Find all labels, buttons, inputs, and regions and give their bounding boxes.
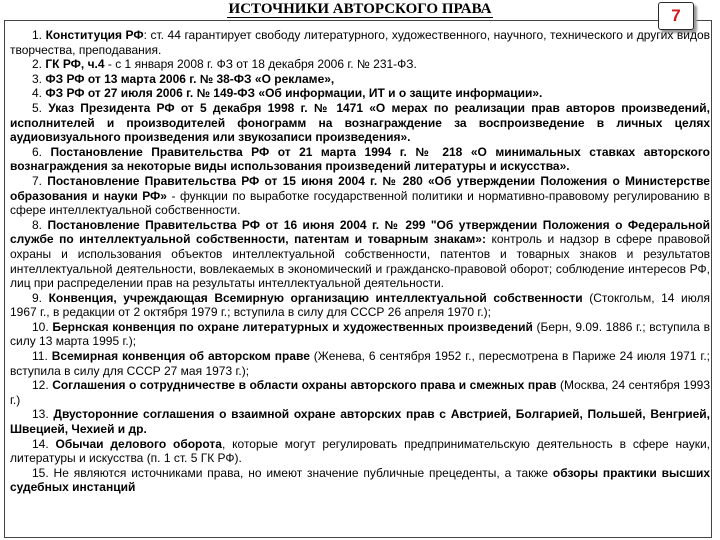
list-item: 5. Указ Президента РФ от 5 декабря 1998 г. № 1471 «О мерах по реализации прав авторов произведений, исполнителей и производителей фонограмм на вознаграждение за воспроизведение в личных целях аудиовизуального произведения или звукозаписи произведения». [10, 100, 710, 145]
list-item: 13. Двусторонние соглашения о взаимной охране авторских прав с Австрией, Болгарией, Польшей, Венгрией, Швецией, Чехией и др. [10, 407, 710, 437]
list-item: 10. Бернская конвенция по охране литературных и художественных произведений (Берн, 9.09. 1886 г.; вступила в силу 13 марта 1995 г.); [10, 319, 710, 349]
list-item: 1. Конституция РФ: ст. 44 гарантирует свободу литературного, художественного, научного, технического и других видов творчества, преподавания. [10, 28, 711, 57]
list-item: 11. Всемирная конвенция об авторском праве (Женева, 6 сентября 1952 г., пересмотрена в Париже 24 июля 1971 г.; вступила в силу для СССР 27 мая 1973 г.); [10, 349, 710, 378]
list-item: 12. Соглашения о сотрудничестве в области охраны авторского права и смежных прав (Москва, 24 сентября 1993 г.) [10, 378, 711, 407]
list-item: 7. Постановление Правительства РФ от 15 июня 2004 г. № 280 «Об утверждении Положения о Министерстве образования и науки РФ» - функции по выработке государственной политики и нормативно-правовому регулированию в сфере интеллектуальной собственности. [10, 173, 710, 218]
list-item: 3. ФЗ РФ от 13 марта 2006 г. № 38-ФЗ «О рекламе», [32, 71, 335, 86]
list-item: 4. ФЗ РФ от 27 июля 2006 г. № 149-ФЗ «Об информации, ИТ и о защите информации». [32, 86, 543, 101]
list-item: 6. Постановление Правительства РФ от 21 марта 1994 г. № 218 «О минимальных ставках авторского вознаграждения за некоторые виды использования произведений литературы и искусства». [10, 144, 711, 174]
list-item: 9. Конвенция, учреждающая Всемирную организацию интеллектуальной собственности (Стокгольм, 14 июля 1967 г., в редакции от 2 октября 1979 г.; вступила в силу для СССР 26 апреля 1970 г.); [10, 290, 710, 320]
slide-number-badge: 7 [658, 2, 694, 30]
list-item: 15. Не являются источниками права, но имеют значение публичные прецеденты, а также обзоры практики высших судебных инстанций [10, 465, 710, 495]
list-item: 8. Постановление Правительства РФ от 16 июня 2004 г. № 299 "Об утверждении Положения о Федеральной службе по интеллектуальной собственности, патентам и товарным знакам»: контроль и надзор в сфере правовой охраны и использования объектов интеллектуальной собственности, патентов и товарных знаков и результатов интеллектуальной деятельности, вовлекаемых в экономический и гражданско-правовой оборот; соблюдение интересов РФ, лиц при распределении прав на результаты интеллектуальной деятельности. [10, 217, 710, 291]
page-title: ИСТОЧНИКИ АВТОРСКОГО ПРАВА [228, 1, 492, 17]
list-item: 2. ГК РФ, ч.4 - с 1 января 2008 г. ФЗ от 18 декабря 2006 г. № 231-ФЗ. [32, 57, 417, 72]
list-item: 14. Обычаи делового оборота, которые могут регулировать предпринимательскую деятельность в сфере науки, литературы и искусства (п. 1 ст. 5 ГК РФ). [10, 436, 711, 466]
sources-list [10, 28, 710, 495]
